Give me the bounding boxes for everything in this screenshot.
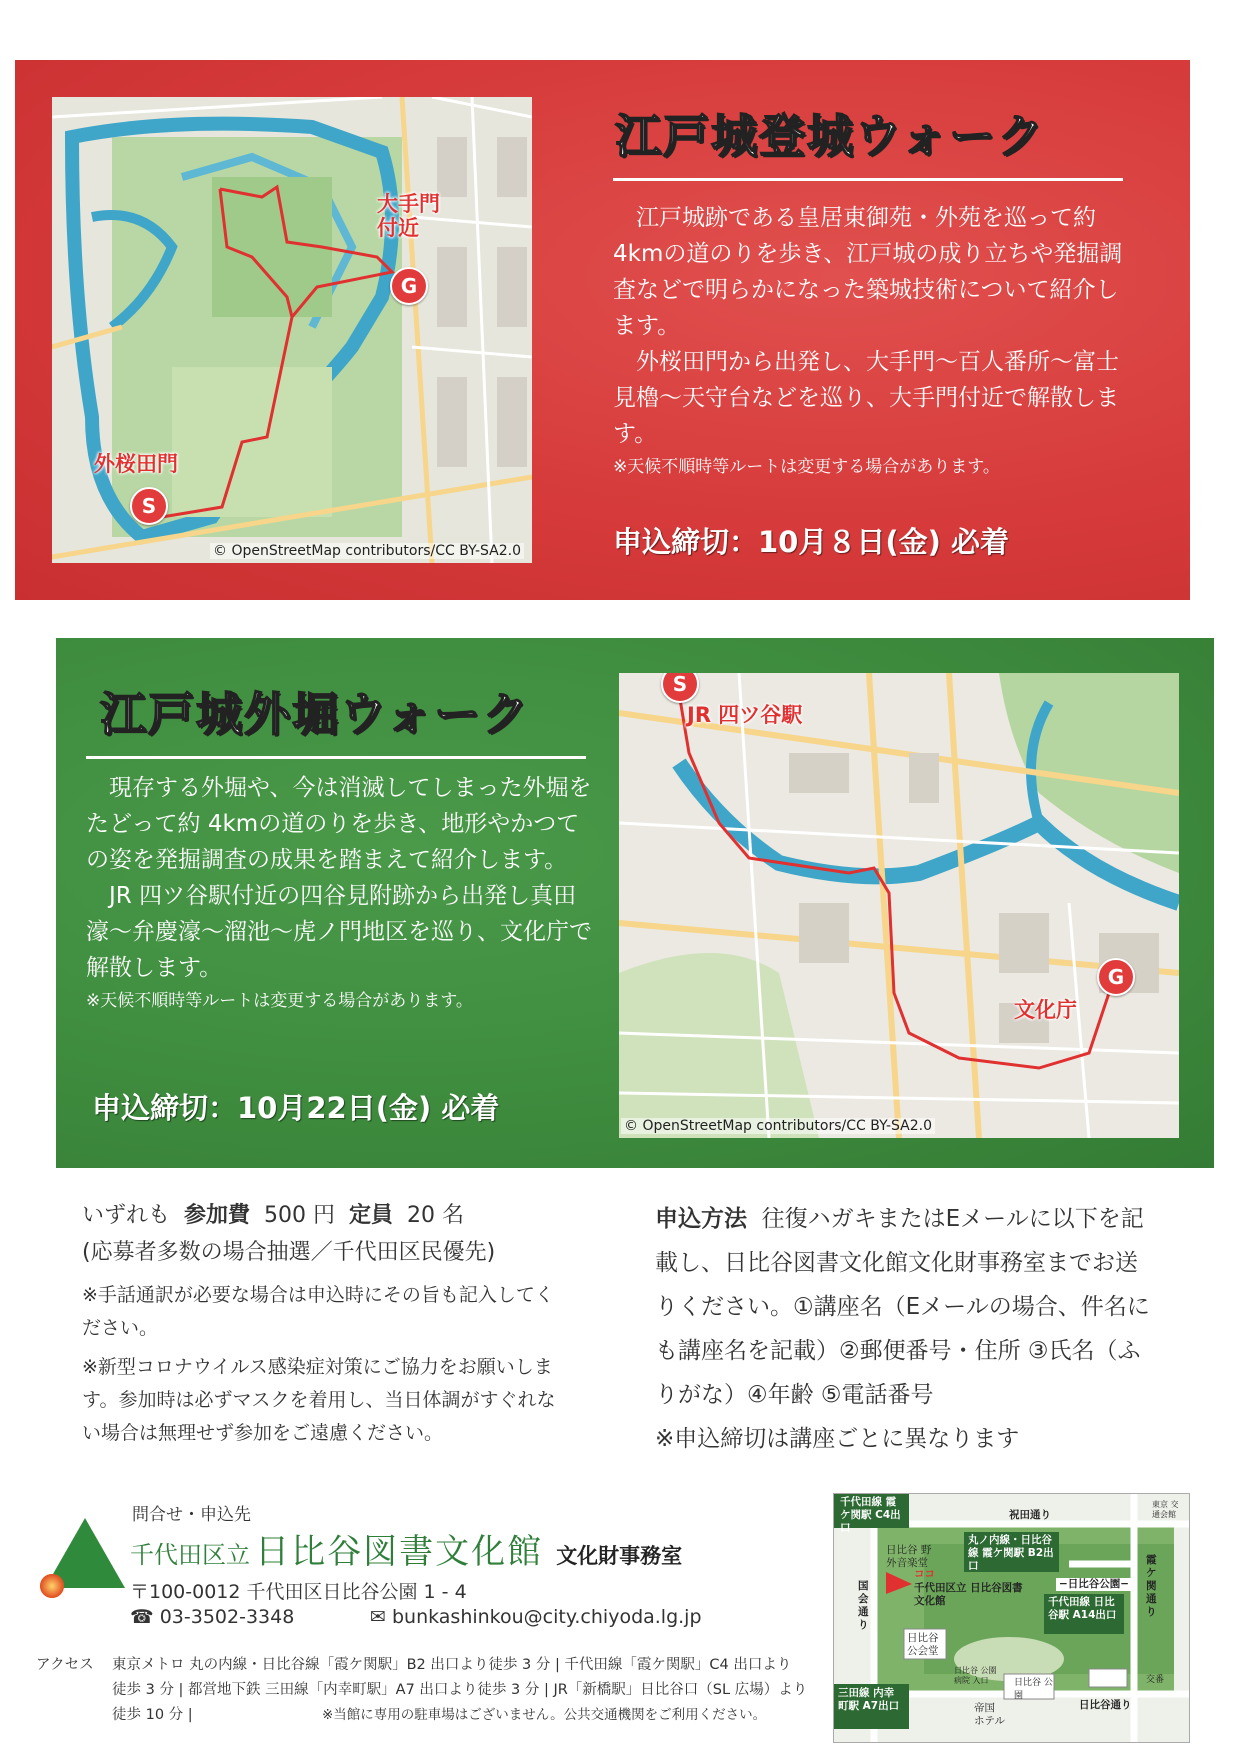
mini-map-c4: 千代田線 霞ケ関駅 C4出口 bbox=[840, 1496, 901, 1534]
walk2-title-rule bbox=[86, 756, 586, 759]
fees-lottery: (応募者多数の場合抽選／千代田区民優先) bbox=[82, 1240, 496, 1265]
contact-phone: 03-3502-3348 bbox=[159, 1606, 295, 1628]
mini-map-here: ココ bbox=[914, 1568, 935, 1580]
capacity-value: 20 名 bbox=[407, 1203, 465, 1228]
walk2-map-credit: © OpenStreetMap contributors/CC BY-SA2.0 bbox=[621, 1118, 935, 1134]
fee-value: 500 円 bbox=[264, 1203, 336, 1228]
mini-map-b2: 丸ノ内線・日比谷線 霞ケ関駅 B2出口 bbox=[968, 1534, 1054, 1572]
walk2-map bbox=[619, 673, 1179, 1138]
mini-map-ongakudo: 日比谷 野外音楽堂 bbox=[886, 1544, 932, 1569]
walk1-paragraph-1: 江戸城跡である皇居東御苑・外苑を巡って約 4kmの道のりを歩き、江戸城の成り立ちや発掘調査などで明らかになった築城技術について紹介します。 bbox=[613, 205, 1123, 339]
mini-map-koban: 交番 bbox=[1146, 1675, 1165, 1685]
walk2-note: ※天候不順時等ルートは変更する場合があります。 bbox=[86, 991, 473, 1011]
walk2-title: 江戸城外堀ウォーク bbox=[100, 687, 531, 741]
walk2-paragraph-1: 現存する外堀や、今は消滅してしまった外堀をたどって約 4kmの道のりを歩き、地形やかつての姿を発掘調査の成果を踏まえて紹介します。 bbox=[86, 775, 592, 873]
mini-map-a14: 千代田線 日比谷駅 A14出口 bbox=[1048, 1596, 1117, 1621]
walk1-map-art bbox=[52, 97, 532, 563]
access-line-2: 徒歩 3 分 | 都営地下鉄 三田線「内幸町駅」A7 出口より徒歩 3 分 | JR「新橋駅」日比谷口（SL 広場）より bbox=[112, 1682, 808, 1698]
mini-map-hibiya-park: 日比谷 公園 bbox=[1014, 1678, 1053, 1701]
mini-map-park: −日比谷公園− bbox=[1056, 1578, 1132, 1591]
walk2-panel bbox=[56, 638, 1214, 1168]
access-lines bbox=[112, 1653, 832, 1728]
org-name: 日比谷図書文化館 bbox=[255, 1532, 544, 1572]
org-name-line bbox=[130, 1524, 682, 1573]
org-office: 文化財事務室 bbox=[556, 1544, 683, 1568]
walk1-map-label-goal: 大手門付近 bbox=[377, 192, 440, 241]
mini-map-kokaido: 日比谷 公会堂 bbox=[907, 1632, 939, 1657]
capacity-label: 定員 bbox=[349, 1203, 394, 1228]
walk1-start-pin: S bbox=[130, 487, 168, 525]
fee-label: 参加費 bbox=[184, 1203, 251, 1228]
mini-map-kokkai-dori: 国会通り bbox=[858, 1580, 869, 1631]
contact-block bbox=[30, 1500, 810, 1628]
mini-map-hospital: 日比谷 公園病院 入口 bbox=[954, 1666, 997, 1685]
mini-map-kasumi-dori: 霞ケ関通り bbox=[1146, 1554, 1157, 1618]
walk2-map-label-goal: 文化庁 bbox=[1014, 998, 1077, 1022]
walk2-description bbox=[86, 770, 601, 1016]
contact-email[interactable]: bunkashinkou@city.chiyoda.lg.jp bbox=[391, 1606, 702, 1628]
mini-map-library: 千代田区立 日比谷図書文化館 bbox=[914, 1582, 1023, 1607]
apply-block bbox=[655, 1197, 1155, 1461]
apply-note: ※申込締切は講座ごとに異なります bbox=[655, 1426, 1020, 1452]
walk1-description bbox=[613, 200, 1133, 482]
fees-note-covid: ※新型コロナウイルス感染症対策にご協力をお願いします。参加時は必ずマスクを着用し、当日体調がすぐれない場合は無理せず参加をご遠慮ください。 bbox=[82, 1356, 556, 1444]
walk1-note: ※天候不順時等ルートは変更する場合があります。 bbox=[613, 457, 1000, 477]
walk1-title-rule bbox=[613, 178, 1123, 181]
walk1-map-label-start: 外桜田門 bbox=[94, 452, 178, 476]
contact-address: 〒100-0012 千代田区日比谷公園 1 - 4 bbox=[130, 1581, 467, 1603]
access-label: アクセス bbox=[36, 1657, 94, 1673]
walk1-map-credit: © OpenStreetMap contributors/CC BY-SA2.0 bbox=[210, 543, 524, 559]
walk1-deadline: 申込締切：10月８日(金) 必着 bbox=[613, 525, 1009, 559]
walk2-map-label-start: JR 四ツ谷駅 bbox=[687, 703, 803, 727]
walk2-paragraph-2: JR 四ツ谷駅付近の四谷見附跡から出発し真田濠〜弁慶濠〜溜池〜虎ノ門地区を巡り、文化庁で解散します。 bbox=[86, 883, 592, 981]
access-line-3: 徒歩 10 分 | bbox=[112, 1707, 193, 1723]
mini-map-hibiya-dori: 日比谷通り bbox=[1079, 1699, 1132, 1711]
access-parking: ※当館に専用の駐車場はございません。公共交通機関をご利用ください。 bbox=[322, 1707, 767, 1723]
contact-heading: 問合せ・申込先 bbox=[132, 1505, 251, 1525]
library-logo bbox=[30, 1518, 125, 1598]
contact-phone-line bbox=[130, 1606, 294, 1628]
mini-map-kotsu-kaikan: 東京 交通会館 bbox=[1152, 1500, 1179, 1519]
walk1-goal-pin: G bbox=[390, 267, 428, 305]
fees-note-sign-language: ※手話通訳が必要な場合は申込時にその旨も記入してください。 bbox=[82, 1284, 554, 1339]
walk1-map bbox=[52, 97, 532, 563]
fees-line bbox=[82, 1197, 572, 1234]
fees-block bbox=[82, 1197, 572, 1450]
org-ward: 千代田区立 bbox=[130, 1541, 250, 1569]
mini-map-hotel: 帝国 ホテル bbox=[974, 1702, 1005, 1727]
access-mini-map bbox=[833, 1493, 1190, 1743]
walk2-map-art bbox=[619, 673, 1179, 1138]
mail-icon: ✉ bbox=[370, 1606, 386, 1628]
phone-icon: ☎ bbox=[130, 1606, 154, 1628]
walk2-goal-pin: G bbox=[1097, 958, 1135, 996]
walk1-panel bbox=[15, 60, 1190, 600]
apply-label: 申込方法 bbox=[655, 1206, 747, 1232]
walk2-start-pin: S bbox=[661, 673, 699, 703]
contact-email-line bbox=[370, 1606, 702, 1628]
walk2-deadline: 申込締切：10月22日(金) 必着 bbox=[92, 1091, 500, 1125]
apply-body: 往復ハガキまたはEメールに以下を記載し、日比谷図書文化館文化財事務室までお送りください。①講座名（Eメールの場合、件名にも講座名を記載）②郵便番号・住所 ③氏名（ふりがな）④年齢 ⑤電話番号 bbox=[655, 1206, 1150, 1408]
fees-prefix: いずれも bbox=[82, 1203, 171, 1228]
mini-map-iwai-dori: 祝田通り bbox=[1009, 1509, 1051, 1521]
access-line-3-row bbox=[112, 1703, 832, 1728]
mini-map-a7: 三田線 内幸町駅 A7出口 bbox=[838, 1687, 900, 1712]
walk1-title: 江戸城登城ウォーク bbox=[615, 109, 1046, 163]
apply-text bbox=[655, 1197, 1155, 1417]
walk1-paragraph-2: 外桜田門から出発し、大手門〜百人番所〜富士見櫓〜天守台などを巡り、大手門付近で解散します。 bbox=[613, 349, 1119, 447]
access-line-1: 東京メトロ 丸の内線・日比谷線「霞ケ関駅」B2 出口より徒歩 3 分 | 千代田線「霞ケ関駅」C4 出口より bbox=[112, 1657, 792, 1673]
